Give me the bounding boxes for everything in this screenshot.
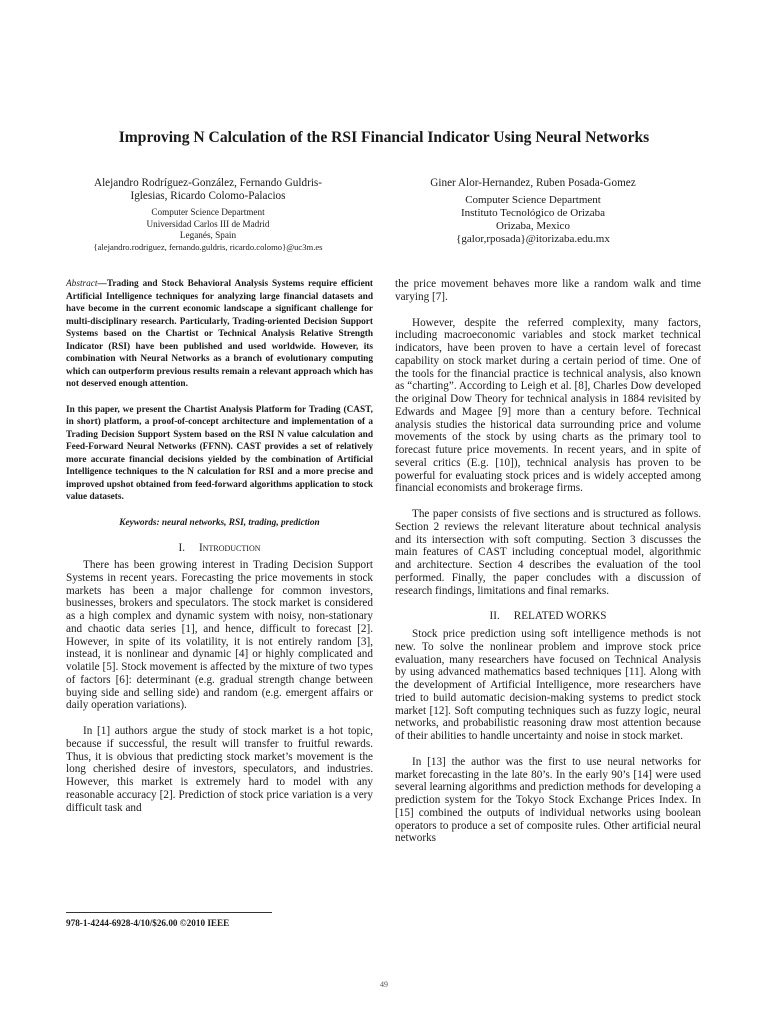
page-number: 49 (380, 980, 388, 989)
section-title-introduction: Introduction (199, 542, 261, 555)
copyright-footer: 978-1-4244-6928-4/10/$26.00 ©2010 IEEE (66, 918, 230, 928)
author-names-right: Giner Alor-Hernandez, Ruben Posada-Gomez (430, 177, 636, 189)
keywords: Keywords: neural networks, RSI, trading, prediction (119, 517, 320, 528)
author-names-line2: Iglesias, Ricardo Colomo-Palacios (130, 190, 286, 202)
intro-paragraph-1: There has been growing interest in Trading Decision Support Systems in recent years. Forecasting the price movements in stock markets has been a major challenge for common investors, businesses, brokers and speculators. The stock market is considered as a high complex and dynamic system with noisy, non-stationary and chaotic data series [1], and hence, difficult to forecast [2]. However, in spite of its volatility, it is not entirely random [3], instead, it is nonlinear and dynamic [4] or highly complicated and volatile [5]. Stock movement is affected by the mixture of two types of factors [6]: determinant (e.g. gradual strength change between buying side and selling side) and random (e.g. emergent affairs or daily operation variations). (66, 559, 373, 712)
author-names-left (66, 177, 350, 203)
affiliation-inst-right: Instituto Tecnológico de Orizaba (460, 207, 606, 219)
abstract-paragraph-1 (66, 278, 373, 391)
author-block-right (392, 177, 674, 246)
abstract-text-1: —Trading and Stock Behavioral Analysis Systems require efficient Artificial Intelligence techniques for analyzing large financial datasets and have become in the current economic landscape a significant challenge for multi-disciplinary research. Particularly, Trading-oriented Decision Support Systems based on the Chartist or Technical Analysis Relative Strength Indicator (RSI) have been published and used worldwide. However, its combination with Neural Networks as a branch of evolutionary computing which can outperform previous results remain a relevant approach which has not deserved enough attention. (66, 279, 373, 389)
author-email-right: {galor,rposada}@itorizaba.edu.mx (456, 233, 610, 245)
section-heading-related-works (395, 610, 701, 623)
section-number-1: I. (178, 542, 186, 555)
abstract-paragraph-2: In this paper, we present the Chartist Analysis Platform for Trading (CAST, in short) platform, a proof-of-concept architecture and implementation of a Trading Decision Support System based on the RSI N value calculation and Feed-Forward Neural Networks (FFNN). CAST provides a set of relatively more accurate financial decisions yielded by the combination of Artificial Intelligence techniques to the N calculation for RSI and a more precise and improved upshot obtained from feed-forward algorithms application to stock value datasets. (66, 404, 373, 502)
related-paragraph-2: In [13] the author was the first to use neural networks for market forecasting in the late 80’s. In the early 90’s [14] were used several learning algorithms and prediction methods for developing a prediction system for the Tokyo Stock Exchange Prices Index. In [15] combined the outputs of individual networks using boolean operators to produce a set of composite rules. Other artificial neural networks (395, 755, 701, 845)
section-title-related-works: RELATED WORKS (513, 610, 607, 623)
footer-divider (66, 912, 272, 913)
paper-title: Improving N Calculation of the RSI Financial Indicator Using Neural Networks (118, 129, 650, 146)
intro-paragraph-2: In [1] authors argue the study of stock market is a hot topic, because if successful, the result will transfer to fruitful rewards. Thus, it is obvious that predicting stock market’s movement is the long cherished desire of investors, speculators, and industries. However, this market is extremely hard to model with any reasonable accuracy [2]. Prediction of stock price variation is a very difficult task and (66, 725, 373, 814)
right-paragraph-1: the price movement behaves more like a random walk and time varying [7]. (395, 278, 701, 303)
right-paragraph-2: However, despite the referred complexity, many factors, including macroeconomic variables and stock market technical indicators, have been proven to have a certain level of forecast capability on stock market during a certain period of time. One of the tools for the financial practice is technical analysis, also known as “charting”. According to Leigh et al. [8], Charles Dow developed the original Dow Theory for technical analysis in 1884 revisited by Edwards and Magee [9] more than a century before. Technical analysis studies the historical data surrounding price and volume movements of the stock by using charts as the primary tool to forecast future price movements. In recent years, and in spite of several critics (E.g. [10]), technical analysis has proven to be powerful for evaluating stock prices and is widely accepted among financial economists and brokerage firms. (395, 316, 701, 495)
abstract-label: Abstract (66, 279, 98, 289)
affiliation-city-right: Orizaba, Mexico (496, 220, 570, 232)
author-names-line1: Alejandro Rodríguez-González, Fernando Guldris- (93, 177, 323, 189)
section-number-2: II. (489, 610, 500, 623)
section-heading-introduction (66, 542, 373, 555)
related-paragraph-1: Stock price prediction using soft intelligence methods is not new. To solve the nonlinear problem and improve stock price evaluation, many researchers have focused on Technical Analysis by using advanced mathematics based techniques [11]. Along with the development of Artificial Intelligence, more researchers have tried to build automatic decision-making systems to predict stock market [12]. Soft computing techniques such as fuzzy logic, neural networks, and probabilistic reasoning draw most attention because of their abilities to handle uncertainty and noise in stock market. (395, 628, 701, 742)
affiliation-dept-right: Computer Science Department (465, 194, 601, 206)
affiliation-univ-left: Universidad Carlos III de Madrid (146, 218, 270, 229)
left-column (66, 278, 373, 814)
right-column (395, 278, 701, 845)
author-email-left: {alejandro.rodriguez, fernando.guldris, ricardo.colomo}@uc3m.es (93, 241, 323, 252)
affiliation-city-left: Leganés, Spain (179, 230, 237, 240)
right-paragraph-3: The paper consists of five sections and is structured as follows. Section 2 reviews the relevant literature about technical analysis and its intersection with soft computing. Section 3 discusses the main features of CAST including conceptual model, algorithmic and architecture. Section 4 describes the evaluation of the tool performed. Finally, the paper concludes with a discussion of research findings, limitations and final remarks. (395, 508, 701, 597)
author-block-left (66, 177, 350, 253)
affiliation-dept-left: Computer Science Department (151, 207, 265, 217)
